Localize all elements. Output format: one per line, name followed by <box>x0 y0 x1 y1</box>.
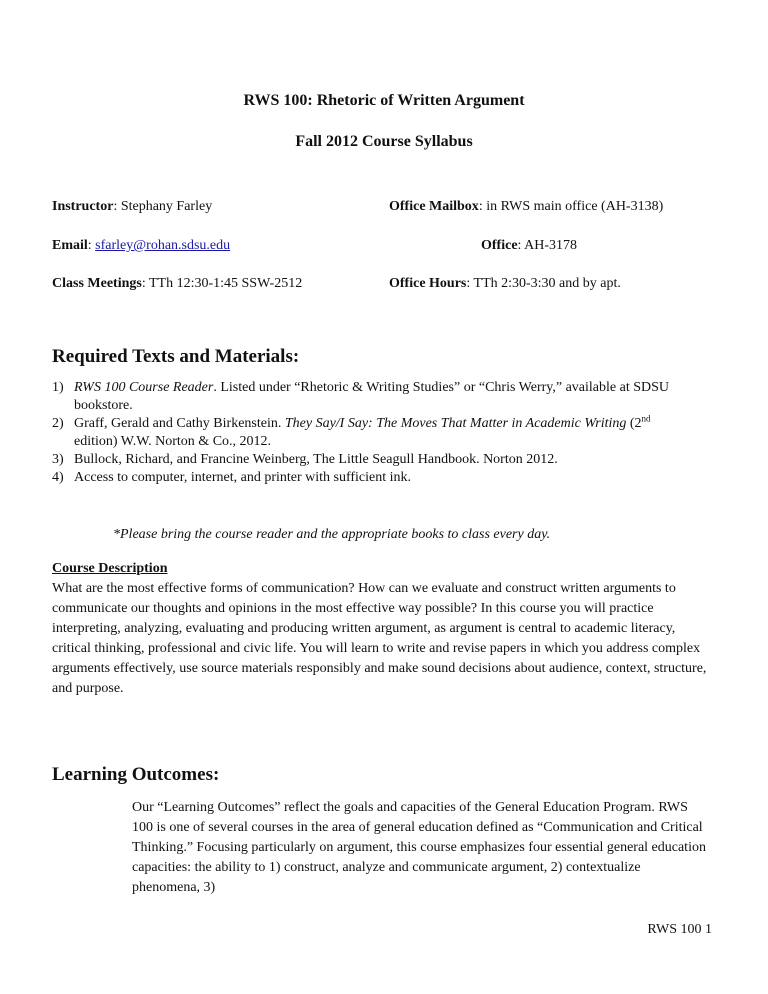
list-text: Bullock, Richard, and Francine Weinberg, The Little Seagull Handbook. Norton 2012. <box>74 452 558 467</box>
office-line: Office: AH-3178 <box>481 238 578 253</box>
list-number: 4) <box>52 470 64 485</box>
list-edition-sup: nd <box>641 413 651 424</box>
list-number: 1) <box>52 380 64 395</box>
list-item <box>52 451 692 469</box>
list-title: RWS 100 Course Reader <box>74 380 214 395</box>
list-text-rest: . Listed under “Rhetoric & Writing Studies” or “Chris Werry,” available at SDSU bookstore. <box>74 380 670 413</box>
list-item <box>52 469 692 487</box>
learning-outcomes-text: Our “Learning Outcomes” reflect the goals and capacities of the General Education Program. RWS 100 is one of several courses in the area of general education defined as “Communication and Critical Thinking.” Focusing particularly on argument, this course emphasizes four essential general education capacities: the ability to 1) construct, analyze and communicate argument, 2) contextualize phenomena, 3) <box>132 800 706 895</box>
list-edition-pre: (2 <box>626 416 642 431</box>
course-title: RWS 100: Rhetoric of Written Argument <box>243 92 525 109</box>
list-text-pre: Graff, Gerald and Cathy Birkenstein. <box>74 416 285 431</box>
office-mailbox-value: in RWS main office (AH-3138) <box>486 199 664 214</box>
office-hours-line: Office Hours: TTh 2:30-3:30 and by apt. <box>389 276 621 291</box>
learning-outcomes-heading: Learning Outcomes: <box>52 764 220 785</box>
course-description-heading: Course Description <box>52 561 168 576</box>
list-number: 3) <box>52 452 64 467</box>
list-text: Access to computer, internet, and printer with sufficient ink. <box>74 470 412 485</box>
instructor-value: Stephany Farley <box>120 199 213 214</box>
email-line: Email: sfarley@rohan.sdsu.edu <box>52 238 231 253</box>
bring-materials-note: *Please bring the course reader and the appropriate books to class every day. <box>113 527 551 542</box>
office-label: Office <box>481 238 518 253</box>
list-item <box>52 415 692 451</box>
email-label: Email <box>52 238 88 253</box>
page-footer: RWS 100 1 <box>647 922 712 937</box>
office-mailbox-line: Office Mailbox: in RWS main office (AH-3138) <box>389 199 664 214</box>
office-value: AH-3178 <box>524 238 578 253</box>
list-number: 2) <box>52 416 64 431</box>
class-meetings-line: Class Meetings: TTh 12:30-1:45 SSW-2512 <box>52 276 303 291</box>
list-text <box>74 415 692 451</box>
instructor-line: Instructor: Stephany Farley <box>52 199 213 214</box>
list-text <box>74 379 692 415</box>
class-meetings-value: TTh 12:30-1:45 SSW-2512 <box>148 276 303 291</box>
class-meetings-label: Class Meetings <box>52 276 142 291</box>
list-edition-post: edition) W.W. Norton & Co., 2012. <box>74 434 272 449</box>
office-hours-value: TTh 2:30-3:30 and by apt. <box>473 276 621 291</box>
list-item <box>52 379 692 415</box>
instructor-label: Instructor <box>52 199 114 214</box>
email-link[interactable]: sfarley@rohan.sdsu.edu <box>95 238 231 253</box>
syllabus-title: Fall 2012 Course Syllabus <box>295 133 473 150</box>
required-texts-heading: Required Texts and Materials: <box>52 346 300 367</box>
office-hours-label: Office Hours <box>389 276 467 291</box>
list-title: They Say/I Say: The Moves That Matter in Academic Writing <box>284 416 627 431</box>
required-texts-list <box>52 379 692 487</box>
office-mailbox-label: Office Mailbox <box>389 199 479 214</box>
course-description-text: What are the most effective forms of communication? How can we evaluate and construct written arguments to communicate our thoughts and opinions in the most effective way possible? In this course you will practice interpreting, analyzing, evaluating and producing written argument, as argument is central to academic literacy, critical thinking, professional and civic life. You will learn to write and revise papers in which you address complex arguments effectively, use source materials responsibly and make sound decisions about audience, context, structure, and purpose. <box>52 581 707 696</box>
